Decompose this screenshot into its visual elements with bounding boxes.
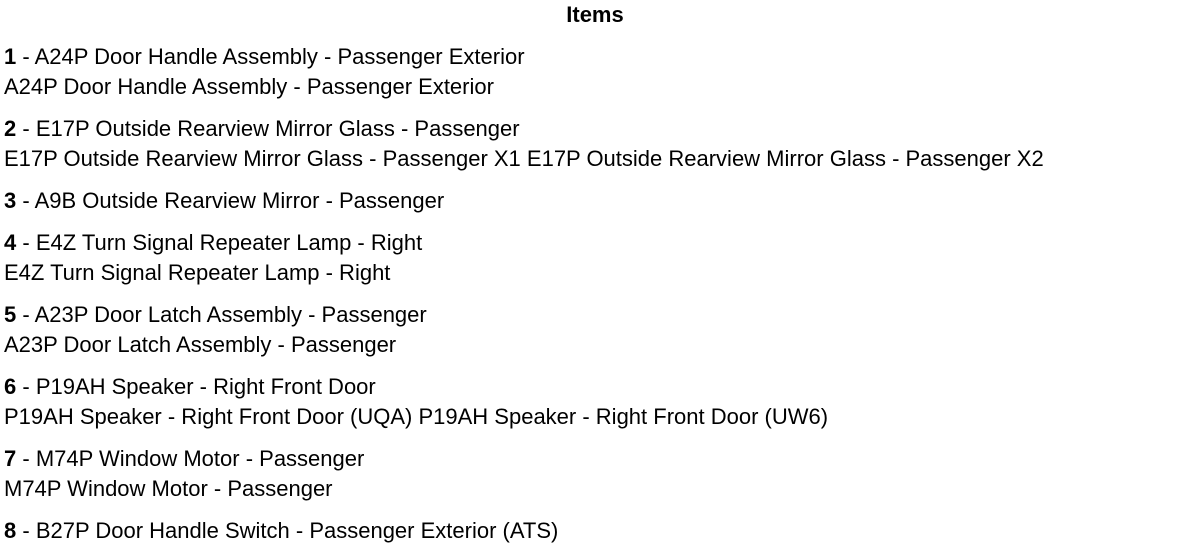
item-heading — [4, 372, 1198, 402]
list-item — [4, 42, 1198, 102]
list-item — [4, 372, 1198, 432]
item-detail: E4Z Turn Signal Repeater Lamp - Right — [4, 260, 391, 285]
item-separator: - — [16, 116, 36, 141]
item-detail: P19AH Speaker - Right Front Door (UQA) P19AH Speaker - Right Front Door (UW6) — [4, 404, 829, 429]
item-heading — [4, 114, 1198, 144]
item-number: 5 — [4, 302, 17, 327]
item-separator: - — [16, 44, 35, 69]
item-label: P19AH Speaker - Right Front Door — [35, 374, 376, 399]
item-number: 8 — [4, 518, 17, 543]
item-label: A9B Outside Rearview Mirror - Passenger — [34, 188, 445, 213]
list-item — [4, 114, 1198, 174]
item-label: A24P Door Handle Assembly - Passenger Exterior — [34, 44, 525, 69]
item-number: 6 — [4, 374, 17, 399]
item-separator: - — [16, 374, 36, 399]
item-number: 4 — [4, 230, 17, 255]
item-separator: - — [16, 446, 36, 471]
items-list — [4, 42, 1198, 558]
item-heading — [4, 516, 1198, 546]
item-heading — [4, 186, 1198, 216]
item-separator: - — [16, 188, 35, 213]
page-title: Items — [566, 2, 624, 27]
list-item — [4, 228, 1198, 288]
item-detail: A23P Door Latch Assembly - Passenger — [4, 332, 397, 357]
item-heading — [4, 228, 1198, 258]
item-number: 3 — [4, 188, 17, 213]
item-label: B27P Door Handle Switch - Passenger Exterior (ATS) — [35, 518, 559, 543]
item-separator: - — [16, 230, 36, 255]
item-detail: E17P Outside Rearview Mirror Glass - Passenger X1 E17P Outside Rearview Mirror Glass - Passenger X2 — [4, 146, 1044, 171]
item-label: A23P Door Latch Assembly - Passenger — [34, 302, 427, 327]
item-number: 2 — [4, 116, 17, 141]
list-item — [4, 444, 1198, 504]
item-label: E4Z Turn Signal Repeater Lamp - Right — [35, 230, 423, 255]
item-detail: A24P Door Handle Assembly - Passenger Exterior — [4, 74, 494, 99]
item-number: 7 — [4, 446, 17, 471]
list-item — [4, 300, 1198, 360]
item-detail: M74P Window Motor - Passenger — [4, 476, 333, 501]
item-separator: - — [16, 302, 35, 327]
item-heading — [4, 300, 1198, 330]
item-heading — [4, 42, 1198, 72]
list-item — [4, 516, 1198, 546]
list-item — [4, 186, 1198, 216]
item-label: E17P Outside Rearview Mirror Glass - Passenger — [35, 116, 520, 141]
item-separator: - — [16, 518, 36, 543]
item-number: 1 — [4, 44, 17, 69]
item-heading — [4, 444, 1198, 474]
item-label: M74P Window Motor - Passenger — [35, 446, 365, 471]
